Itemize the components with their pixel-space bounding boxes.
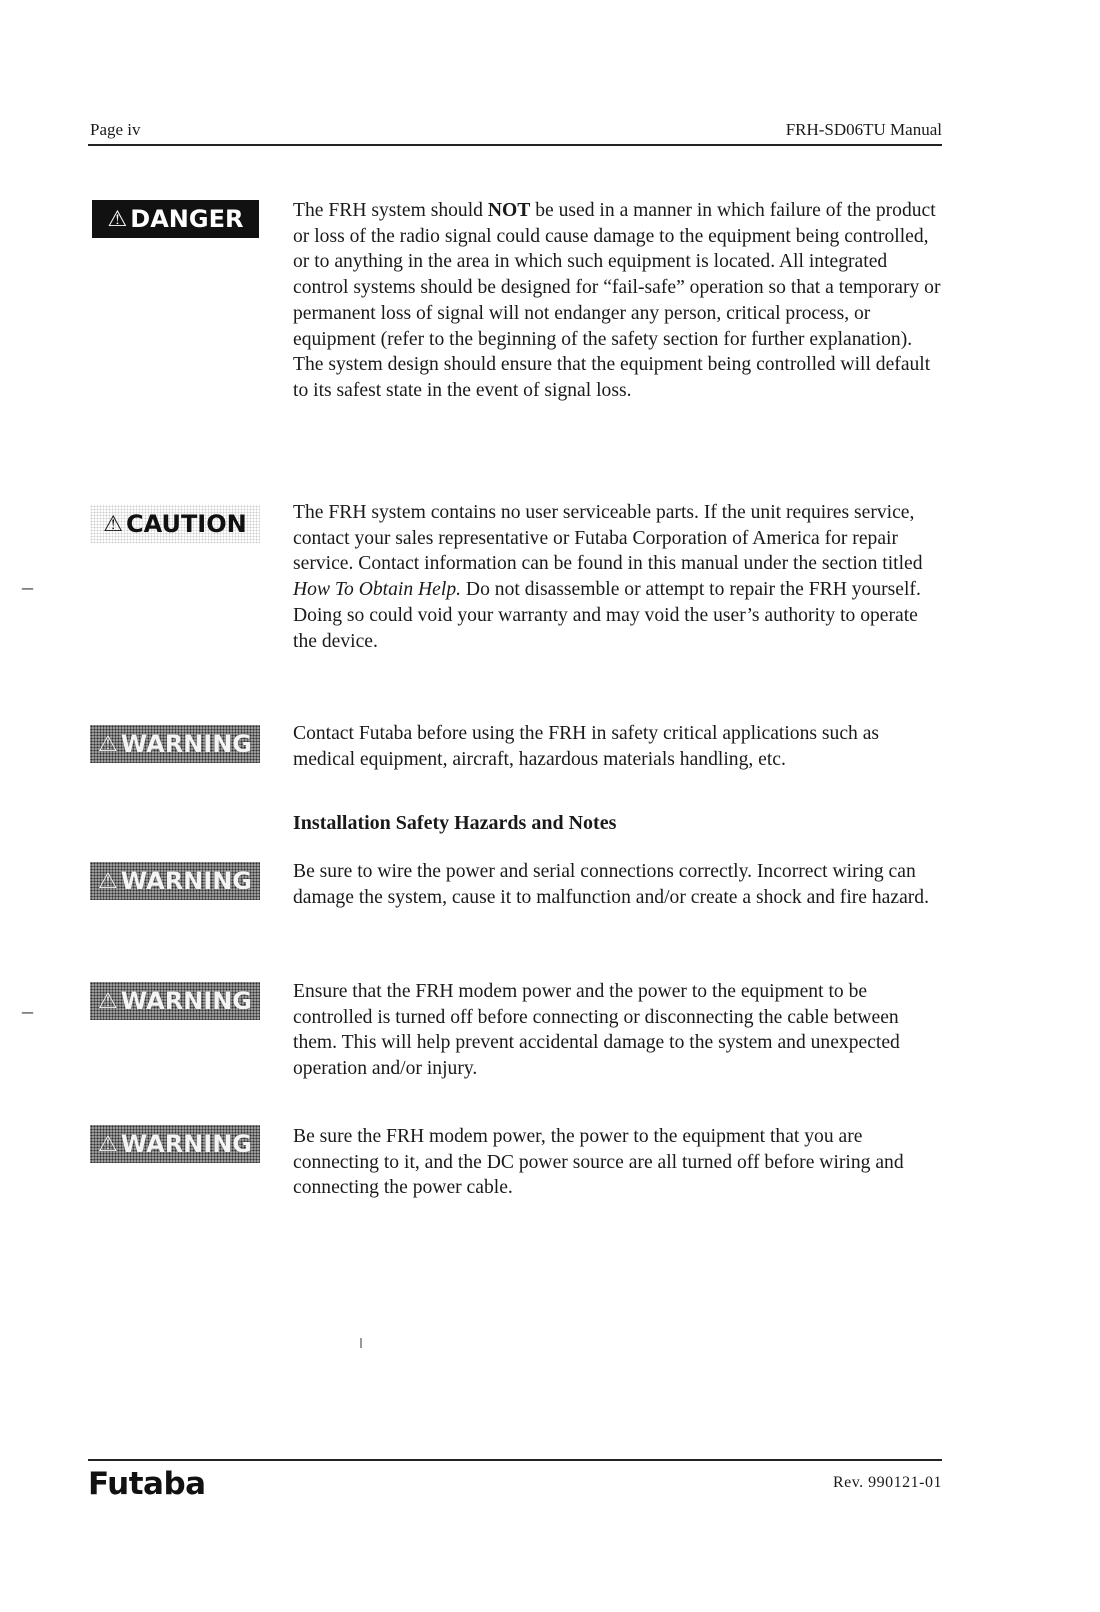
warning-badge-label: WARNING [120, 1130, 252, 1158]
warning-badge-label: WARNING [120, 987, 252, 1015]
warning-badge-label: WARNING [120, 867, 252, 895]
warning-paragraph-4: Be sure the FRH modem power, the power to the equipment that you are connecting to it, and the DC power source are all turned off before wiring and connecting the power cable. [293, 1126, 904, 1199]
caution-badge [90, 505, 260, 543]
header-rule [88, 144, 942, 146]
warning-triangle-icon: ⚠ [98, 731, 118, 757]
warning-triangle-icon: ⚠ [103, 511, 123, 537]
warning-triangle-icon: ⚠ [107, 206, 128, 232]
warning-badge [90, 1125, 260, 1163]
caution-text-pre: The FRH system contains no user serviceable parts. If the unit requires service, contact your sales representative or Futaba Corporation of America for repair service. Contact information can be found in this manual under the section titled [293, 502, 923, 575]
margin-mark: – [22, 574, 33, 599]
warning-paragraph-2: Be sure to wire the power and serial connections correctly. Incorrect wiring can damage the system, cause it to malfunction and/or create a shock and fire hazard. [293, 861, 929, 908]
warning-badge-label: WARNING [120, 730, 252, 758]
warning-paragraph-1: Contact Futaba before using the FRH in safety critical applications such as medical equipment, aircraft, hazardous materials handling, etc. [293, 723, 880, 770]
caution-badge-label: CAUTION [126, 510, 247, 538]
danger-paragraph [293, 198, 943, 404]
warning-triangle-icon: ⚠ [98, 988, 118, 1014]
warning-paragraph-3: Ensure that the FRH modem power and the power to the equipment to be controlled is turned off before connecting or disconnecting the cable between them. This will help prevent accidental damage to the system and unexpected operation and/or injury. [293, 981, 900, 1080]
danger-badge [92, 200, 259, 238]
revision-number: Rev. 990121-01 [832, 1474, 942, 1491]
page-header [88, 120, 942, 142]
warning-triangle-icon: ⚠ [98, 1131, 118, 1157]
danger-badge-label: DANGER [130, 205, 244, 233]
danger-text-emphasis: NOT [487, 200, 531, 221]
warning-triangle-icon: ⚠ [98, 868, 118, 894]
warning-badge [90, 862, 260, 900]
scan-speck [360, 1338, 362, 1348]
manual-title: FRH-SD06TU Manual [785, 120, 942, 139]
margin-mark: – [22, 998, 33, 1023]
footer-rule [88, 1459, 942, 1461]
warning-badge [90, 982, 260, 1020]
danger-text-post: be used in a manner in which failure of the product or loss of the radio signal could cause damage to the equipment being controlled, or to anything in the area in which such equipment is located. All integrated control systems should be designed for “fail-safe” operation so that a temporary or permanent loss of signal will not endanger any person, critical process, or equipment (refer to the beginning of the safety section for further explanation). The system design should ensure that the equipment being controlled will default to its safest state in the event of signal loss. [293, 200, 941, 401]
futaba-logo: Futaba [88, 1466, 206, 1502]
page-number: Page iv [90, 120, 141, 139]
caution-text-post: Do not disassemble or attempt to repair the FRH yourself. Doing so could void your warranty and may void the user’s authority to operate the device. [293, 579, 921, 652]
warning-badge [90, 725, 260, 763]
section-heading: Installation Safety Hazards and Notes [293, 812, 617, 834]
caution-paragraph [293, 500, 943, 654]
caution-text-italic: How To Obtain Help. [293, 579, 462, 601]
danger-text-pre: The FRH system should [293, 200, 488, 221]
